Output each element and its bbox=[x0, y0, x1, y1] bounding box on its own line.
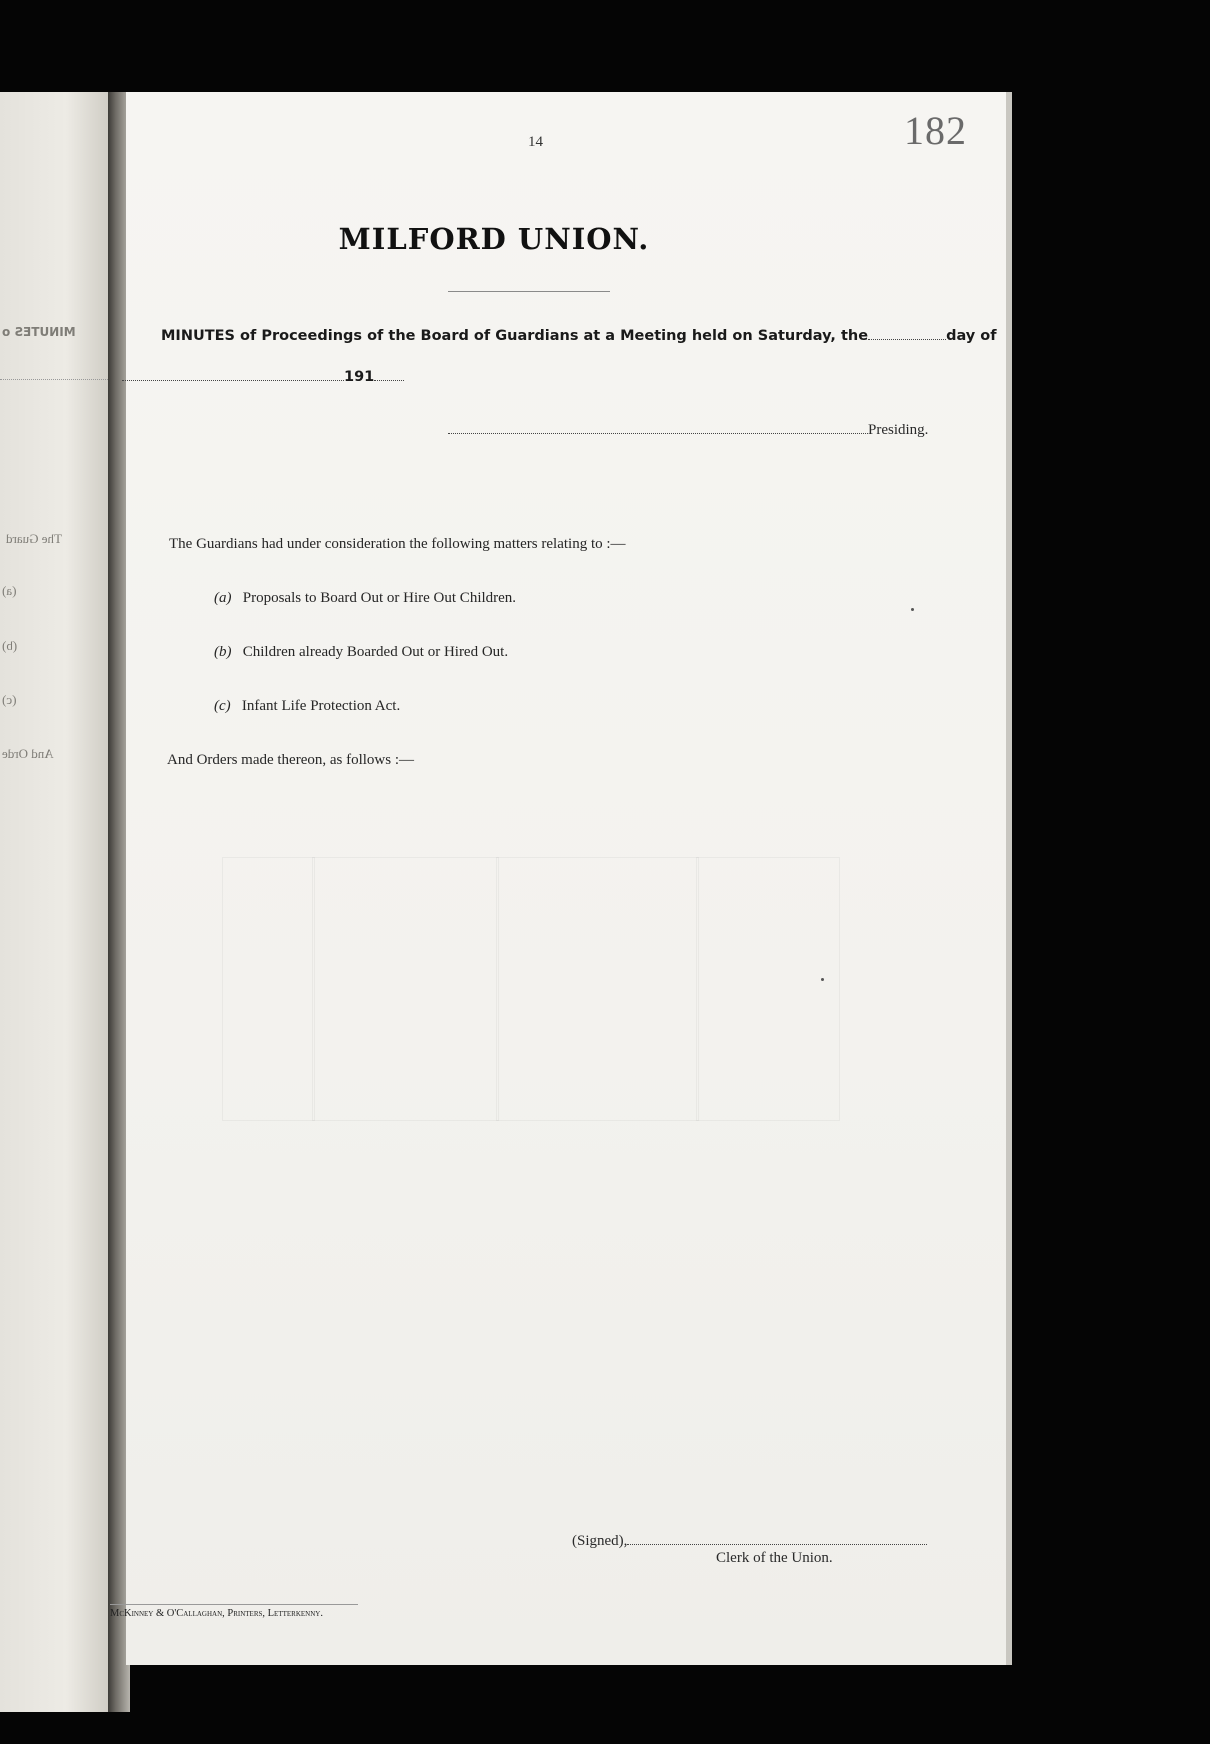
presiding-line bbox=[448, 421, 928, 439]
signature-blank bbox=[627, 1532, 927, 1545]
facing-page-text: (b) bbox=[2, 638, 18, 653]
year-prefix: 191 bbox=[344, 369, 375, 385]
item-text: Children already Boarded Out or Hired Out. bbox=[242, 644, 509, 660]
facing-page-text: MINUTES o bbox=[2, 325, 76, 339]
month-blank bbox=[122, 368, 344, 381]
item-letter: (a) bbox=[214, 590, 232, 606]
ink-speck bbox=[821, 978, 824, 981]
facing-page-text: (a) bbox=[2, 583, 17, 598]
form-page bbox=[110, 92, 1006, 1665]
year-blank bbox=[374, 368, 404, 381]
bleed-through-rule bbox=[312, 857, 315, 1121]
folio-number: 182 bbox=[904, 108, 967, 153]
presiding-blank bbox=[448, 421, 868, 434]
ink-speck bbox=[911, 608, 914, 611]
facing-page bbox=[0, 92, 110, 1712]
minutes-text: MINUTES of Proceedings of the Board of Guardians at a Meeting held on Saturday, the bbox=[161, 328, 869, 344]
year-line bbox=[122, 368, 404, 385]
list-item bbox=[214, 698, 400, 715]
facing-page-rule bbox=[0, 379, 110, 380]
presiding-label: Presiding. bbox=[868, 422, 929, 438]
printer-imprint: McKinney & O'Callaghan, Printers, Letterkenny. bbox=[110, 1608, 323, 1619]
day-blank bbox=[868, 327, 946, 340]
list-item bbox=[214, 644, 508, 661]
signature-line bbox=[572, 1532, 927, 1550]
title-divider bbox=[448, 291, 610, 292]
item-letter: (c) bbox=[214, 698, 231, 714]
page-edge bbox=[1006, 92, 1012, 1665]
bleed-through-rule bbox=[496, 857, 499, 1121]
clerk-label: Clerk of the Union. bbox=[716, 1550, 833, 1566]
item-text: Proposals to Board Out or Hire Out Children. bbox=[242, 590, 517, 606]
consideration-intro: The Guardians had under consideration the following matters relating to :— bbox=[169, 536, 626, 552]
page-number: 14 bbox=[528, 134, 543, 150]
printer-rule bbox=[110, 1604, 358, 1605]
document-title: MILFORD UNION. bbox=[338, 222, 650, 256]
item-letter: (b) bbox=[214, 644, 232, 660]
day-of-label: day of bbox=[946, 328, 997, 344]
bleed-through-rule bbox=[696, 857, 699, 1121]
item-text: Infant Life Protection Act. bbox=[241, 698, 401, 714]
facing-page-text: And Orde bbox=[2, 746, 54, 761]
minutes-heading bbox=[161, 327, 997, 344]
orders-line: And Orders made thereon, as follows :— bbox=[167, 752, 415, 768]
signed-label: (Signed), bbox=[572, 1533, 628, 1549]
list-item bbox=[214, 590, 516, 607]
facing-page-text: (c) bbox=[2, 692, 17, 707]
facing-page-text: The Guard bbox=[6, 531, 62, 546]
